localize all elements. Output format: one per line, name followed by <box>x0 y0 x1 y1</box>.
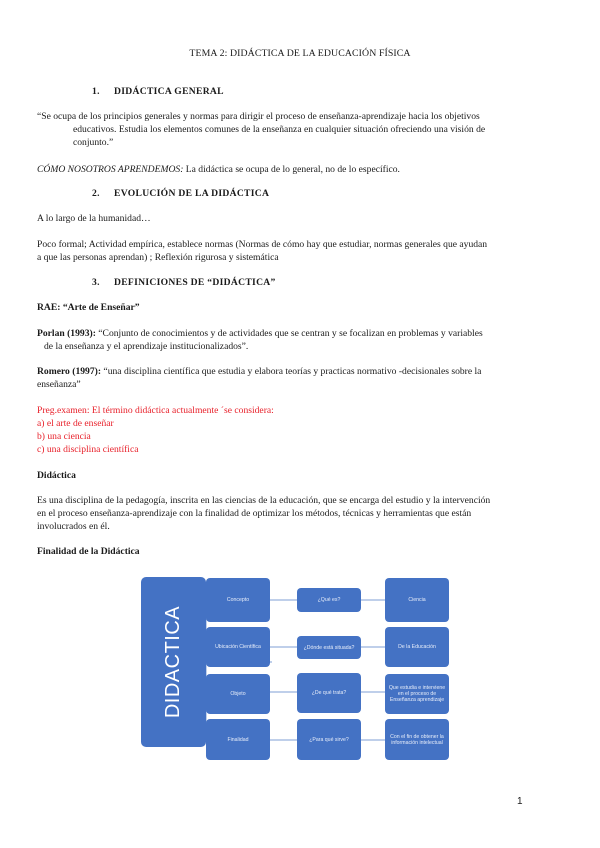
diagram-box-concepto: Concepto <box>206 578 270 622</box>
section-3-title: DEFINICIONES DE “DIDÁCTICA” <box>114 277 276 288</box>
s1-quote-line-1: “Se ocupa de los principios generales y normas para dirigir el proceso de enseñanza-aprendizaje hacia los objetivos <box>37 111 480 122</box>
page-number: 1 <box>517 796 523 807</box>
section-2-heading <box>92 187 269 200</box>
section-2-title: EVOLUCIÓN DE LA DIDÁCTICA <box>114 188 270 199</box>
porlan-text-1: “Conjunto de conocimientos y de actividades que se centran y se focalizan en problemas y variables <box>95 328 483 339</box>
rae-label: RAE: <box>37 302 61 313</box>
rae-definition <box>37 301 140 314</box>
didactica-line-2: en el proceso enseñanza-aprendizaje con la finalidad de optimizar los métodos, técnicas y herramientas que están <box>37 508 472 519</box>
romero-text-1: “una disciplina científica que estudia y elabora teorías y practicas normativo -decisionales sobre la <box>101 366 482 377</box>
diagram-box-informacion: Con el fin de obtener la información intelectual <box>385 719 449 760</box>
exam-option-a: a) el arte de enseñar <box>37 418 114 429</box>
section-1-title: DIDÁCTICA GENERAL <box>114 86 224 97</box>
didactica-line-1: Es una disciplina de la pedagogía, inscrita en las ciencias de la educación, que se encarga del estudio y la intervención <box>37 495 491 506</box>
s2-paragraph-2-line-1: Poco formal; Actividad empírica, establece normas (Normas de cómo hay que estudiar, normas generales que ayudan <box>37 239 488 250</box>
diagram-box-ciencia: Ciencia <box>385 578 449 622</box>
diagram-box-estudia: Que estudia e interviene en el proceso de Enseñanza aprendizaje <box>385 674 449 714</box>
finalidad-heading <box>37 545 140 558</box>
diagram-box-finalidad: Finalidad <box>206 719 270 760</box>
diagram-box-objeto: Objeto <box>206 674 270 714</box>
s2-paragraph-1: A lo largo de la humanidad… <box>37 213 151 224</box>
didactica-heading-text: Didáctica <box>37 470 76 481</box>
porlan-definition-line-1 <box>37 327 483 340</box>
diagram-box-de-que-trata: ¿De qué trata? <box>297 673 361 713</box>
exam-option-b: b) una ciencia <box>37 431 91 442</box>
diagram-main-label: DIDACTICA <box>162 605 185 719</box>
diagram-box-donde: ¿Dónde está situada? <box>297 636 361 659</box>
section-1-heading <box>92 85 224 98</box>
document-title: TEMA 2: DIDÁCTICA DE LA EDUCACIÓN FÍSICA <box>189 48 411 59</box>
didactica-line-3: involucrados en él. <box>37 521 110 532</box>
section-3-number: 3. <box>92 277 100 288</box>
exam-option-c: c) una disciplina científica <box>37 444 139 455</box>
porlan-definition-line-2: de la enseñanza y el aprendizaje institucionalizados”. <box>44 341 249 352</box>
s1-quote-line-2: educativos. Estudia los elementos comunes de la enseñanza en cualquier situación ofreciendo una visión de <box>73 124 486 135</box>
s1-como-text: La didáctica se ocupa de lo general, no de lo específico. <box>183 164 400 175</box>
didactica-heading <box>37 469 76 482</box>
diagram-box-ubicacion: Ubicación Científica <box>206 627 270 667</box>
section-3-heading <box>92 276 276 289</box>
section-1-number: 1. <box>92 86 100 97</box>
exam-question: Preg.examen: El término didáctica actualmente ´se considera: <box>37 405 274 416</box>
s2-paragraph-2-line-2: a que las personas aprendan) ; Reflexión rigurosa y sistemática <box>37 252 279 263</box>
diagram-box-que-es: ¿Qué es? <box>297 588 361 612</box>
romero-definition-line-1 <box>37 365 481 378</box>
s1-como-paragraph <box>37 163 400 176</box>
diagram-box-para-que: ¿Para qué sirve? <box>297 719 361 760</box>
porlan-label: Porlan (1993): <box>37 328 96 339</box>
finalidad-heading-text: Finalidad de la Didáctica <box>37 546 140 557</box>
section-2-number: 2. <box>92 188 100 199</box>
rae-text: “Arte de Enseñar” <box>60 302 140 313</box>
s1-quote-line-3: conjunto.” <box>73 137 114 148</box>
romero-label: Romero (1997): <box>37 366 102 377</box>
s1-como-label: CÓMO NOSOTROS APRENDEMOS: <box>37 164 184 175</box>
romero-definition-line-2: enseñanza” <box>37 379 81 390</box>
diagram-box-educacion: De la Educación <box>385 627 449 667</box>
diagram-main-box <box>141 577 206 747</box>
